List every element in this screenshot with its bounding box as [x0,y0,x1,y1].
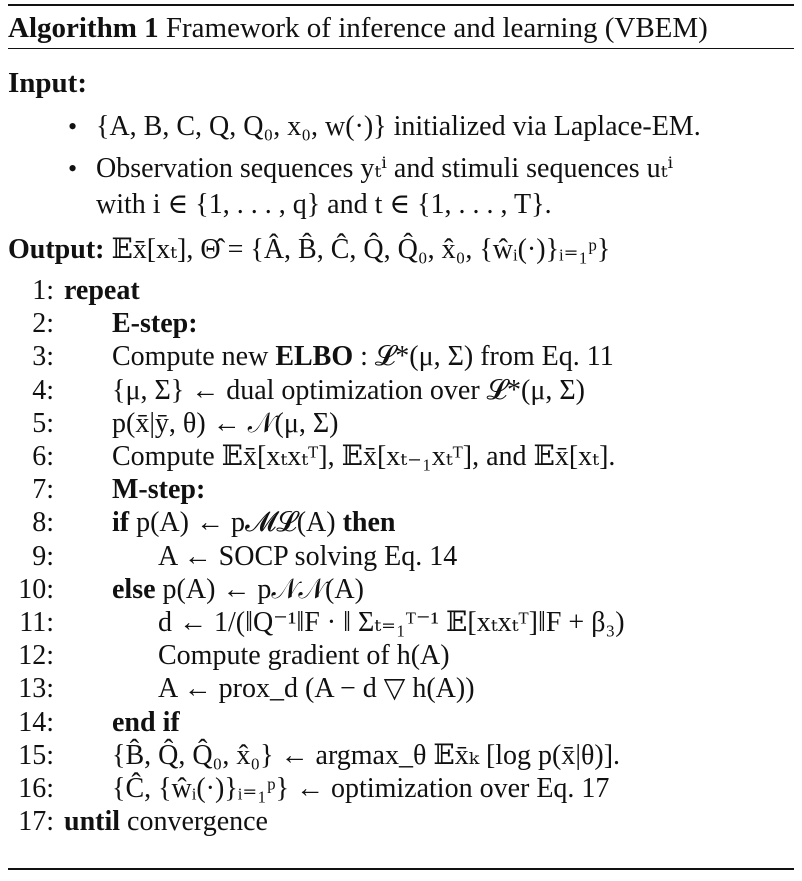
algorithm-step [8,506,794,540]
step-keyword: end if [112,706,180,738]
step-keyword: until [64,806,121,838]
input-bullet-2: Observation sequences yₜⁱ and stimuli sequences uₜⁱ [96,153,674,184]
step-body [112,473,205,507]
output-header: Output: [8,234,105,265]
step-keyword: ELBO [275,341,354,373]
algorithm-step [8,407,794,441]
step-body [64,805,268,839]
algorithm-step [8,274,794,308]
step-text: Compute 𝔼x̄[xₜxₜᵀ], 𝔼x̄[xₜ₋₁xₜᵀ], and 𝔼x̄[xₜ]. [112,441,616,472]
step-number: 1: [32,275,54,306]
step-text: {B̂, Q̂, Q̂₀, x̂₀} ← argmax_θ 𝔼x̄ₖ [log p(x̄|θ)]. [112,739,621,771]
step-body [158,672,475,706]
bullet-dot: • [68,154,78,183]
step-text: {μ, Σ} ← dual optimization over 𝓛*(μ, Σ) [112,374,585,406]
step-body [112,739,620,773]
step-keyword: then [342,507,396,539]
step-body [112,573,364,607]
step-body [112,340,614,374]
output-text: 𝔼x̄[xₜ], Θ̂ = {Â, B̂, Ĉ, Q̂, Q̂₀, x̂₀, {ŵᵢ(·)}ᵢ₌₁ᵖ} [111,234,611,265]
step-text: Compute gradient of h(A) [158,640,450,672]
top-rule [8,4,794,6]
step-number: 11: [19,607,54,638]
step-number: 10: [18,573,54,605]
algorithm-step [8,374,794,408]
step-body [112,374,585,408]
step-keyword: repeat [64,275,140,306]
bottom-rule [8,868,794,870]
algorithm-step [8,540,794,574]
step-number: 8: [32,507,54,539]
step-keyword: else [112,573,156,605]
step-number: 13: [18,673,54,705]
step-number: 17: [18,806,54,838]
algorithm-step [8,706,794,740]
step-text: : 𝓛*(μ, Σ) from Eq. 11 [353,341,614,373]
step-number: 3: [32,341,54,373]
input-bullet-2-cont: with i ∈ {1, . . . , q} and t ∈ {1, . . . , T}. [96,189,552,220]
algorithm-step [8,639,794,673]
step-keyword: M-step: [112,474,206,506]
bullet-dot: • [68,112,78,141]
step-body [158,639,450,673]
input-header: Input: [8,67,87,99]
step-text: convergence [120,806,268,838]
input-bullet-1: {A, B, C, Q, Q₀, x₀, w(·)} initialized via Laplace-EM. [96,111,701,142]
step-text: {Ĉ, {ŵᵢ(·)}ᵢ₌₁ᵖ} ← optimization over Eq. 17 [112,773,610,804]
output-line [8,233,610,267]
step-text: p(x̄|ȳ, θ) ← 𝒩(μ, Σ) [112,407,339,439]
step-text: d ← 1/(‖Q⁻¹‖F · ‖ Σₜ₌₁ᵀ⁻¹ 𝔼[xₜxₜᵀ]‖F + β₃) [158,607,625,638]
algorithm-step [8,307,794,341]
algorithm-step [8,606,794,640]
step-body [112,407,338,441]
step-number: 2: [32,308,54,340]
algorithm-step [8,772,794,806]
caption-label: Algorithm 1 [8,12,159,44]
algorithm-box [8,4,794,870]
algorithm-step [8,340,794,374]
step-number: 5: [32,407,54,439]
algorithm-step [8,573,794,607]
step-body [112,307,198,341]
step-text: p(A) ← p𝒩𝒩(A) [155,573,364,605]
step-number: 14: [18,706,54,738]
step-keyword: if [112,507,130,539]
step-number: 4: [32,374,54,406]
algorithm-step [8,805,794,839]
step-body [112,440,615,474]
step-text: A ← SOCP solving Eq. 14 [158,540,458,572]
step-body [64,274,140,308]
step-body [112,706,180,740]
step-body [158,540,457,574]
step-prefix: Compute new [112,341,276,373]
algorithm-step [8,473,794,507]
step-number: 16: [18,773,54,804]
step-number: 15: [18,739,54,771]
step-number: 7: [32,474,54,506]
step-body [112,506,395,540]
step-text: A ← prox_d (A − d ▽ h(A)) [158,673,475,705]
algorithm-step [8,672,794,706]
step-number: 6: [32,441,54,472]
step-keyword: E-step: [112,308,198,340]
algorithm-step [8,739,794,773]
step-text: p(A) ← p𝓜𝓛(A) [129,507,343,539]
step-number: 12: [18,640,54,672]
caption-title: Framework of inference and learning (VBEM) [165,12,708,44]
step-body [158,606,625,640]
algorithm-step [8,440,794,474]
step-number: 9: [32,540,54,572]
caption-rule [8,48,794,49]
algorithm-caption [8,11,708,45]
step-body [112,772,609,806]
